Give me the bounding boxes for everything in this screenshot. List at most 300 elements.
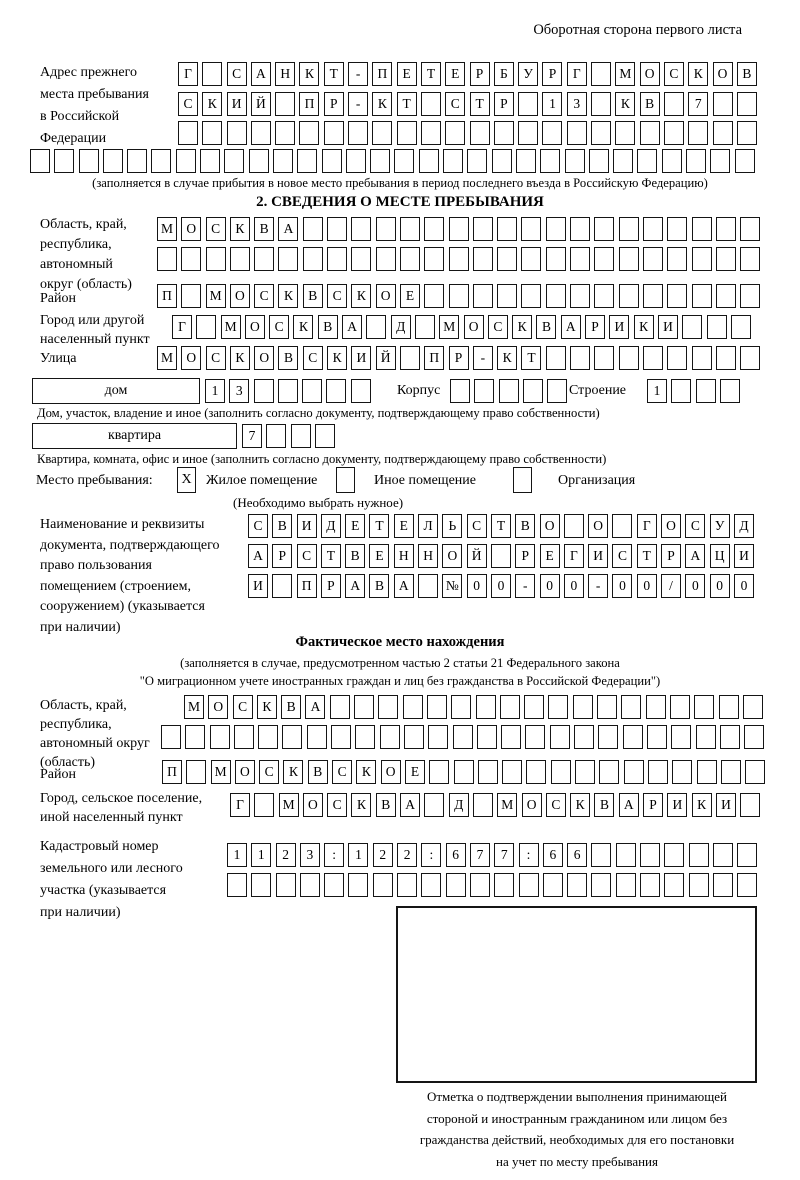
char-cell[interactable]	[616, 843, 636, 867]
char-cell[interactable]: 1	[251, 843, 271, 867]
char-cell[interactable]	[737, 92, 757, 116]
char-cell[interactable]	[446, 873, 466, 897]
char-cell[interactable]	[348, 121, 368, 145]
char-cell[interactable]	[397, 873, 417, 897]
char-cell[interactable]: 2	[397, 843, 417, 867]
char-cell[interactable]: Е	[400, 284, 420, 308]
char-cell[interactable]	[689, 873, 709, 897]
char-cell[interactable]: Т	[470, 92, 490, 116]
char-cell[interactable]	[692, 247, 712, 271]
char-cell[interactable]	[276, 873, 296, 897]
char-cell[interactable]	[254, 379, 274, 403]
char-cell[interactable]	[643, 284, 663, 308]
char-cell[interactable]: А	[400, 793, 420, 817]
char-cell[interactable]: 6	[567, 843, 587, 867]
char-cell[interactable]: 6	[446, 843, 466, 867]
char-cell[interactable]: К	[293, 315, 313, 339]
char-cell[interactable]: К	[497, 346, 517, 370]
char-cell[interactable]	[546, 284, 566, 308]
char-cell[interactable]	[735, 149, 755, 173]
char-cell[interactable]	[664, 873, 684, 897]
char-cell[interactable]	[692, 284, 712, 308]
char-cell[interactable]: Р	[661, 544, 681, 568]
factual-district-grid-row[interactable]	[162, 760, 765, 784]
char-cell[interactable]: Т	[321, 544, 341, 568]
char-cell[interactable]: В	[345, 544, 365, 568]
char-cell[interactable]	[619, 346, 639, 370]
char-cell[interactable]	[376, 217, 396, 241]
char-cell[interactable]	[227, 873, 247, 897]
char-cell[interactable]	[643, 217, 663, 241]
checkbox-residential[interactable]: X	[177, 467, 196, 493]
char-cell[interactable]	[476, 695, 496, 719]
char-cell[interactable]: К	[570, 793, 590, 817]
char-cell[interactable]: И	[667, 793, 687, 817]
char-cell[interactable]: С	[206, 217, 226, 241]
char-cell[interactable]	[573, 695, 593, 719]
char-cell[interactable]: В	[536, 315, 556, 339]
char-cell[interactable]: И	[248, 574, 268, 598]
char-cell[interactable]: С	[227, 62, 247, 86]
char-cell[interactable]: Е	[394, 514, 414, 538]
char-cell[interactable]	[355, 725, 375, 749]
char-cell[interactable]: Р	[542, 62, 562, 86]
char-cell[interactable]	[445, 121, 465, 145]
char-cell[interactable]: В	[308, 760, 328, 784]
char-cell[interactable]	[613, 149, 633, 173]
char-cell[interactable]: К	[283, 760, 303, 784]
char-cell[interactable]: Л	[418, 514, 438, 538]
char-cell[interactable]	[421, 873, 441, 897]
char-cell[interactable]: 0	[734, 574, 754, 598]
char-cell[interactable]	[567, 121, 587, 145]
char-cell[interactable]	[731, 315, 751, 339]
char-cell[interactable]	[599, 760, 619, 784]
char-cell[interactable]: О	[235, 760, 255, 784]
char-cell[interactable]: О	[181, 346, 201, 370]
city-grid-row[interactable]	[172, 315, 751, 339]
char-cell[interactable]: Т	[324, 62, 344, 86]
char-cell[interactable]: У	[710, 514, 730, 538]
char-cell[interactable]: П	[424, 346, 444, 370]
char-cell[interactable]: С	[248, 514, 268, 538]
char-cell[interactable]	[689, 843, 709, 867]
char-cell[interactable]	[477, 725, 497, 749]
char-cell[interactable]: Д	[449, 793, 469, 817]
char-cell[interactable]	[307, 725, 327, 749]
char-cell[interactable]: Г	[178, 62, 198, 86]
char-cell[interactable]	[521, 217, 541, 241]
char-cell[interactable]: С	[303, 346, 323, 370]
char-cell[interactable]	[303, 217, 323, 241]
char-cell[interactable]	[643, 247, 663, 271]
char-cell[interactable]	[380, 725, 400, 749]
char-cell[interactable]: А	[251, 62, 271, 86]
char-cell[interactable]: И	[658, 315, 678, 339]
char-cell[interactable]	[299, 121, 319, 145]
char-cell[interactable]	[273, 149, 293, 173]
char-cell[interactable]	[671, 379, 691, 403]
char-cell[interactable]: Е	[540, 544, 560, 568]
char-cell[interactable]: /	[661, 574, 681, 598]
char-cell[interactable]	[418, 574, 438, 598]
char-cell[interactable]: К	[615, 92, 635, 116]
char-cell[interactable]: М	[439, 315, 459, 339]
char-cell[interactable]: 1	[542, 92, 562, 116]
apartment-number-cells[interactable]	[242, 424, 335, 448]
char-cell[interactable]	[694, 695, 714, 719]
region-grid-row-1[interactable]	[157, 217, 760, 241]
char-cell[interactable]	[351, 379, 371, 403]
char-cell[interactable]	[667, 284, 687, 308]
char-cell[interactable]	[570, 217, 590, 241]
char-cell[interactable]	[667, 247, 687, 271]
ownership-document-grid-row-3[interactable]	[248, 574, 754, 598]
char-cell[interactable]: В	[515, 514, 535, 538]
char-cell[interactable]	[372, 121, 392, 145]
char-cell[interactable]: М	[157, 217, 177, 241]
char-cell[interactable]: А	[342, 315, 362, 339]
region-grid-row-2[interactable]	[157, 247, 760, 271]
char-cell[interactable]	[648, 760, 668, 784]
char-cell[interactable]: Д	[734, 514, 754, 538]
char-cell[interactable]	[643, 346, 663, 370]
char-cell[interactable]: 7	[688, 92, 708, 116]
char-cell[interactable]	[664, 843, 684, 867]
char-cell[interactable]	[546, 217, 566, 241]
char-cell[interactable]	[251, 121, 271, 145]
char-cell[interactable]: С	[612, 544, 632, 568]
char-cell[interactable]: С	[233, 695, 253, 719]
char-cell[interactable]: Т	[369, 514, 389, 538]
char-cell[interactable]: К	[230, 346, 250, 370]
char-cell[interactable]	[523, 379, 543, 403]
char-cell[interactable]	[449, 217, 469, 241]
char-cell[interactable]: Й	[251, 92, 271, 116]
char-cell[interactable]: С	[664, 62, 684, 86]
char-cell[interactable]	[591, 121, 611, 145]
char-cell[interactable]: К	[692, 793, 712, 817]
char-cell[interactable]	[591, 843, 611, 867]
char-cell[interactable]	[185, 725, 205, 749]
checkbox-other-premises[interactable]	[336, 467, 355, 493]
char-cell[interactable]: К	[512, 315, 532, 339]
char-cell[interactable]	[737, 873, 757, 897]
char-cell[interactable]: К	[351, 793, 371, 817]
char-cell[interactable]: К	[230, 217, 250, 241]
char-cell[interactable]	[521, 284, 541, 308]
char-cell[interactable]: О	[181, 217, 201, 241]
char-cell[interactable]	[721, 760, 741, 784]
char-cell[interactable]: -	[348, 62, 368, 86]
char-cell[interactable]: Р	[324, 92, 344, 116]
char-cell[interactable]	[594, 247, 614, 271]
char-cell[interactable]	[424, 247, 444, 271]
char-cell[interactable]	[291, 424, 311, 448]
char-cell[interactable]	[521, 247, 541, 271]
char-cell[interactable]	[686, 149, 706, 173]
char-cell[interactable]	[467, 149, 487, 173]
cadastral-grid-row-1[interactable]	[227, 843, 757, 867]
char-cell[interactable]	[300, 873, 320, 897]
char-cell[interactable]	[449, 284, 469, 308]
char-cell[interactable]	[394, 149, 414, 173]
char-cell[interactable]	[589, 149, 609, 173]
char-cell[interactable]: Р	[470, 62, 490, 86]
char-cell[interactable]	[692, 346, 712, 370]
char-cell[interactable]	[519, 873, 539, 897]
char-cell[interactable]	[720, 379, 740, 403]
char-cell[interactable]: В	[272, 514, 292, 538]
char-cell[interactable]	[664, 92, 684, 116]
char-cell[interactable]: :	[421, 843, 441, 867]
char-cell[interactable]: О	[245, 315, 265, 339]
char-cell[interactable]: 0	[710, 574, 730, 598]
char-cell[interactable]: Г	[567, 62, 587, 86]
char-cell[interactable]: Р	[515, 544, 535, 568]
char-cell[interactable]: П	[372, 62, 392, 86]
char-cell[interactable]	[404, 725, 424, 749]
char-cell[interactable]: С	[178, 92, 198, 116]
char-cell[interactable]	[497, 247, 517, 271]
char-cell[interactable]: К	[299, 62, 319, 86]
char-cell[interactable]	[354, 695, 374, 719]
char-cell[interactable]	[258, 725, 278, 749]
ownership-document-grid-row-2[interactable]	[248, 544, 754, 568]
char-cell[interactable]	[403, 695, 423, 719]
char-cell[interactable]	[278, 247, 298, 271]
char-cell[interactable]	[497, 284, 517, 308]
char-cell[interactable]: О	[522, 793, 542, 817]
char-cell[interactable]	[570, 284, 590, 308]
char-cell[interactable]: Р	[643, 793, 663, 817]
char-cell[interactable]	[451, 695, 471, 719]
char-cell[interactable]	[249, 149, 269, 173]
char-cell[interactable]	[330, 695, 350, 719]
char-cell[interactable]	[591, 62, 611, 86]
char-cell[interactable]	[492, 149, 512, 173]
char-cell[interactable]: К	[257, 695, 277, 719]
char-cell[interactable]: Р	[272, 544, 292, 568]
char-cell[interactable]: 1	[348, 843, 368, 867]
char-cell[interactable]	[202, 121, 222, 145]
prev-address-grid-row-1[interactable]	[178, 62, 757, 86]
char-cell[interactable]	[518, 92, 538, 116]
char-cell[interactable]: И	[716, 793, 736, 817]
char-cell[interactable]: -	[588, 574, 608, 598]
char-cell[interactable]	[376, 247, 396, 271]
street-grid-row[interactable]	[157, 346, 760, 370]
char-cell[interactable]: Г	[564, 544, 584, 568]
char-cell[interactable]	[454, 760, 474, 784]
char-cell[interactable]	[616, 873, 636, 897]
char-cell[interactable]	[719, 695, 739, 719]
char-cell[interactable]	[378, 695, 398, 719]
char-cell[interactable]: 7	[470, 843, 490, 867]
char-cell[interactable]: А	[394, 574, 414, 598]
char-cell[interactable]	[351, 247, 371, 271]
char-cell[interactable]: В	[369, 574, 389, 598]
house-number-cells[interactable]	[205, 379, 371, 403]
char-cell[interactable]	[196, 315, 216, 339]
char-cell[interactable]	[421, 92, 441, 116]
char-cell[interactable]: Р	[449, 346, 469, 370]
char-cell[interactable]	[501, 725, 521, 749]
char-cell[interactable]	[275, 92, 295, 116]
char-cell[interactable]: К	[351, 284, 371, 308]
char-cell[interactable]	[546, 346, 566, 370]
char-cell[interactable]: А	[685, 544, 705, 568]
char-cell[interactable]	[637, 149, 657, 173]
char-cell[interactable]: У	[518, 62, 538, 86]
char-cell[interactable]: К	[372, 92, 392, 116]
char-cell[interactable]	[696, 725, 716, 749]
char-cell[interactable]: И	[588, 544, 608, 568]
char-cell[interactable]	[453, 725, 473, 749]
char-cell[interactable]: К	[688, 62, 708, 86]
char-cell[interactable]	[619, 284, 639, 308]
char-cell[interactable]: О	[376, 284, 396, 308]
char-cell[interactable]: И	[297, 514, 317, 538]
char-cell[interactable]: 0	[637, 574, 657, 598]
char-cell[interactable]: 3	[300, 843, 320, 867]
char-cell[interactable]	[181, 284, 201, 308]
char-cell[interactable]: О	[640, 62, 660, 86]
char-cell[interactable]: Т	[521, 346, 541, 370]
char-cell[interactable]: К	[327, 346, 347, 370]
char-cell[interactable]	[502, 760, 522, 784]
prev-address-grid-row-3[interactable]	[178, 121, 757, 145]
char-cell[interactable]	[525, 725, 545, 749]
char-cell[interactable]	[254, 247, 274, 271]
char-cell[interactable]: 2	[276, 843, 296, 867]
char-cell[interactable]	[161, 725, 181, 749]
char-cell[interactable]	[449, 247, 469, 271]
checkbox-organization[interactable]	[513, 467, 532, 493]
char-cell[interactable]	[547, 379, 567, 403]
char-cell[interactable]: 0	[491, 574, 511, 598]
char-cell[interactable]	[740, 346, 760, 370]
char-cell[interactable]	[713, 92, 733, 116]
char-cell[interactable]: 0	[685, 574, 705, 598]
char-cell[interactable]	[324, 873, 344, 897]
char-cell[interactable]: С	[685, 514, 705, 538]
char-cell[interactable]	[744, 725, 764, 749]
char-cell[interactable]: И	[351, 346, 371, 370]
char-cell[interactable]	[612, 514, 632, 538]
char-cell[interactable]	[400, 247, 420, 271]
char-cell[interactable]: М	[206, 284, 226, 308]
char-cell[interactable]	[594, 346, 614, 370]
char-cell[interactable]: Д	[391, 315, 411, 339]
char-cell[interactable]: М	[615, 62, 635, 86]
char-cell[interactable]: Р	[585, 315, 605, 339]
char-cell[interactable]: В	[281, 695, 301, 719]
char-cell[interactable]: О	[381, 760, 401, 784]
stroenie-cells[interactable]	[647, 379, 740, 403]
char-cell[interactable]	[302, 379, 322, 403]
char-cell[interactable]: А	[305, 695, 325, 719]
char-cell[interactable]	[697, 760, 717, 784]
char-cell[interactable]: 0	[540, 574, 560, 598]
char-cell[interactable]	[540, 149, 560, 173]
char-cell[interactable]	[151, 149, 171, 173]
char-cell[interactable]	[707, 315, 727, 339]
char-cell[interactable]: К	[278, 284, 298, 308]
char-cell[interactable]	[424, 793, 444, 817]
char-cell[interactable]: О	[540, 514, 560, 538]
char-cell[interactable]	[500, 695, 520, 719]
char-cell[interactable]	[740, 247, 760, 271]
char-cell[interactable]	[327, 247, 347, 271]
prev-address-grid-row-2[interactable]	[178, 92, 757, 116]
char-cell[interactable]: Б	[494, 62, 514, 86]
char-cell[interactable]: Е	[445, 62, 465, 86]
char-cell[interactable]	[499, 379, 519, 403]
char-cell[interactable]: С	[206, 346, 226, 370]
char-cell[interactable]	[518, 121, 538, 145]
char-cell[interactable]: О	[713, 62, 733, 86]
char-cell[interactable]: О	[230, 284, 250, 308]
char-cell[interactable]: А	[619, 793, 639, 817]
char-cell[interactable]: Н	[394, 544, 414, 568]
char-cell[interactable]	[54, 149, 74, 173]
char-cell[interactable]	[326, 379, 346, 403]
char-cell[interactable]	[542, 121, 562, 145]
char-cell[interactable]	[664, 121, 684, 145]
char-cell[interactable]: С	[259, 760, 279, 784]
char-cell[interactable]: О	[254, 346, 274, 370]
char-cell[interactable]: О	[588, 514, 608, 538]
char-cell[interactable]: Й	[376, 346, 396, 370]
cadastral-grid-row-2[interactable]	[227, 873, 757, 897]
char-cell[interactable]	[667, 346, 687, 370]
char-cell[interactable]: 1	[205, 379, 225, 403]
char-cell[interactable]	[443, 149, 463, 173]
char-cell[interactable]: В	[303, 284, 323, 308]
char-cell[interactable]: А	[278, 217, 298, 241]
char-cell[interactable]	[473, 284, 493, 308]
char-cell[interactable]	[103, 149, 123, 173]
char-cell[interactable]: Р	[321, 574, 341, 598]
char-cell[interactable]: Г	[230, 793, 250, 817]
char-cell[interactable]: О	[464, 315, 484, 339]
char-cell[interactable]	[710, 149, 730, 173]
char-cell[interactable]	[254, 793, 274, 817]
char-cell[interactable]: И	[734, 544, 754, 568]
char-cell[interactable]	[251, 873, 271, 897]
char-cell[interactable]: Е	[405, 760, 425, 784]
char-cell[interactable]	[415, 315, 435, 339]
char-cell[interactable]	[474, 379, 494, 403]
char-cell[interactable]	[564, 514, 584, 538]
char-cell[interactable]	[594, 284, 614, 308]
char-cell[interactable]	[331, 725, 351, 749]
char-cell[interactable]: В	[737, 62, 757, 86]
char-cell[interactable]: Й	[467, 544, 487, 568]
char-cell[interactable]: 2	[373, 843, 393, 867]
char-cell[interactable]	[370, 149, 390, 173]
char-cell[interactable]	[594, 217, 614, 241]
char-cell[interactable]: О	[208, 695, 228, 719]
char-cell[interactable]	[278, 379, 298, 403]
char-cell[interactable]	[551, 760, 571, 784]
char-cell[interactable]: С	[445, 92, 465, 116]
char-cell[interactable]	[421, 121, 441, 145]
char-cell[interactable]	[450, 379, 470, 403]
char-cell[interactable]: К	[634, 315, 654, 339]
char-cell[interactable]: О	[442, 544, 462, 568]
